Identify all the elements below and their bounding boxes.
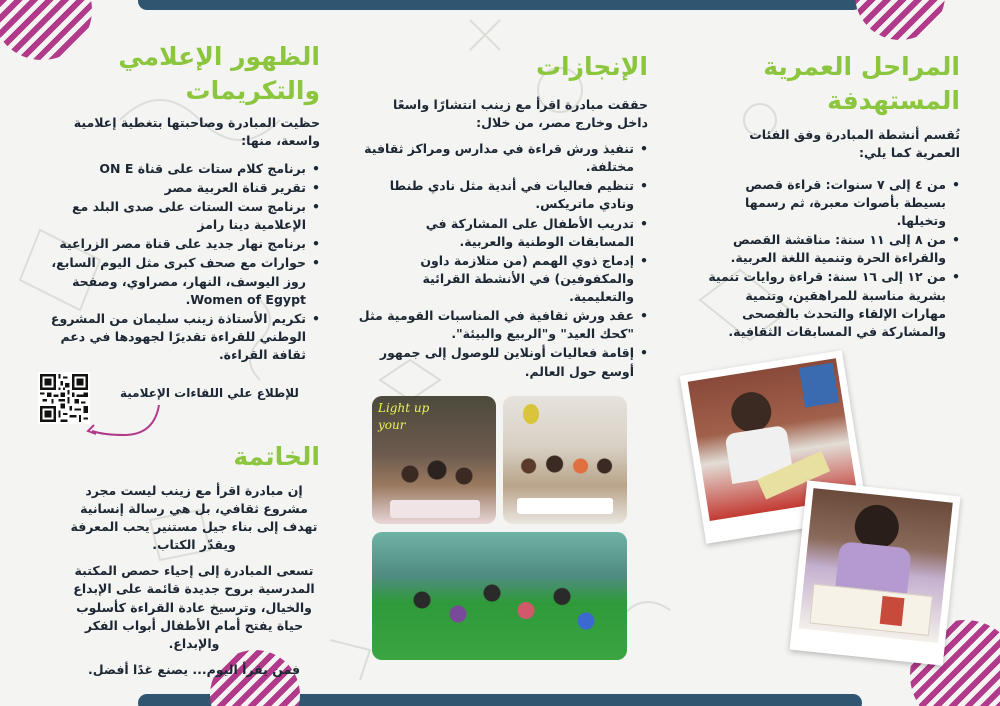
list-item: • تكريم الأستاذة زينب سليمان من المشروع الوطني للقراءة تقديرًا لجهودها في دعم ثقافة القراءة.: [28, 310, 320, 364]
conclusion-title: الخاتمة: [233, 442, 320, 471]
list-item: • من ٤ إلى ٧ سنوات: قراءة قصص بسيطة بأصوات معبرة، ثم رسمها وتخيلها.: [705, 176, 960, 230]
photo-caption: Light up your: [378, 401, 430, 432]
list-item: • عقد ورش ثقافية في المناسبات القومية مثل "كحك العيد" و"الربيع والبيئة".: [358, 307, 648, 343]
workshop-photo: [372, 396, 496, 524]
list-item: • تنظيم فعاليات في أندية مثل نادي طنطا ونادي ماتريكس.: [358, 177, 648, 213]
achievements-title: الإنجازات: [535, 52, 648, 81]
workshop-photo: [503, 396, 627, 524]
achievements-intro: حققت مبادرة اقرأ مع زينب انتشارًا واسعًا داخل وخارج مصر، من خلال:: [393, 96, 648, 130]
media-section: [28, 40, 320, 365]
qr-code[interactable]: [38, 372, 90, 424]
list-item: • إدماج ذوي الهمم (من متلازمة داون والمكفوفين) في الأنشطة القرائية والتعليمية.: [358, 252, 648, 306]
qr-label: للإطلاع علي اللقاءات الإعلامية: [120, 386, 299, 400]
list-item: • تدريب الأطفال على المشاركة في المسابقات الوطنية والعربية.: [358, 215, 648, 251]
workshop-photo: [372, 532, 627, 660]
age-groups-section: [705, 50, 960, 342]
list-item: • من ١٢ إلى ١٦ سنة: قراءة روايات تنمية بشرية مناسبة للمراهقين، وتنمية مهارات الإلقاء والتحدث بالفصحى والمشاركة في المسابقات الثقافية.: [705, 268, 960, 341]
conclusion-paragraph: تسعى المبادرة إلى إحياء حصص المكتبة المدرسية بروح جديدة قائمة على الإبداع والخيال، وترسيخ عادة القراءة كأسلوب حياة يفتح أمام الأطفال أبواب الفكر والإبداع.: [73, 563, 315, 651]
curved-arrow-icon: [84, 400, 164, 445]
age-groups-intro: تُقسم أنشطة المبادرة وفق الفئات العمرية كما يلي:: [749, 126, 960, 160]
child-reading-photo: [790, 480, 961, 665]
list-item: • من ٨ إلى ١١ سنة: مناقشة القصص والقراءة الحرة وتنمية اللغة العربية.: [705, 231, 960, 267]
conclusion-paragraph: فمن يقرأ اليوم... يصنع غدًا أفضل.: [87, 661, 301, 677]
media-list: [28, 160, 320, 364]
list-item: • برنامج نهار جديد على قناة مصر الزراعية: [28, 235, 320, 253]
achievements-list: [358, 140, 648, 381]
conclusion-section: [68, 440, 320, 679]
age-groups-title: المراحل العمرية المستهدفة: [763, 52, 960, 115]
list-item: • حوارات مع صحف كبرى مثل اليوم السابع، روز اليوسف، النهار، مصراوي، وصفحة Women of Egypt.: [28, 254, 320, 308]
age-groups-list: [705, 176, 960, 341]
stripe-circle-decoration: [855, 0, 945, 40]
list-item: • إقامة فعاليات أونلاين للوصول إلى جمهور أوسع حول العالم.: [358, 344, 648, 380]
media-intro: حظيت المبادرة وصاحبتها بتغطية إعلامية واسعة، منها:: [73, 114, 320, 148]
list-item: • برنامج ست الستات على صدى البلد مع الإعلامية دينا رامز: [28, 198, 320, 234]
conclusion-paragraph: إن مبادرة اقرأ مع زينب ليست مجرد مشروع ثقافي، بل هي رسالة إنسانية تهدف إلى بناء جيل مستنير يحب المعرفة ويقدّر الكتاب.: [70, 482, 318, 553]
media-title: الظهور الإعلامي والتكريمات: [118, 42, 320, 105]
list-item: • تنفيذ ورش قراءة في مدارس ومراكز ثقافية مختلفة.: [358, 140, 648, 176]
list-item: • تقرير قناة العربية مصر: [28, 179, 320, 197]
achievements-section: [358, 50, 648, 382]
top-bar: [138, 0, 862, 10]
list-item: • برنامج كلام ستات على قناة ON E: [28, 160, 320, 178]
